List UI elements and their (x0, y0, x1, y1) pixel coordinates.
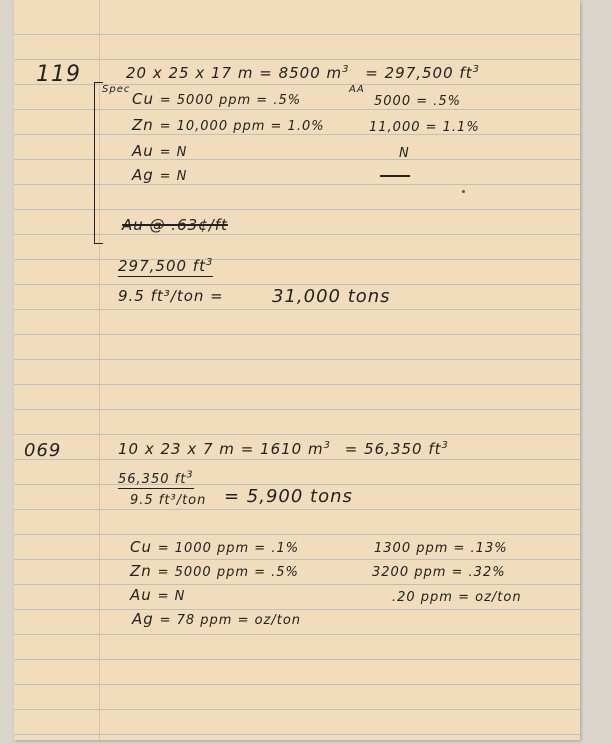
calc-numerator-069: 56,350 $ft^3$ (118, 470, 194, 488)
notebook-page (14, 0, 580, 740)
ag-aa-dash (380, 175, 410, 177)
calc-result-069: = 5,900 tons (224, 486, 353, 507)
cu-aa-069: 1300 ppm = .13% (374, 541, 508, 556)
zn-row-069: Zn = 5000 ppm = .5% (130, 562, 299, 580)
cu-aa-119: 5000 = .5% (374, 94, 461, 109)
cu-row-069: Cu = 1000 ppm = .1% (130, 538, 300, 556)
ag-row-119: Ag = N (132, 166, 188, 184)
au-row-119: Au = N (132, 142, 188, 160)
au-aa-069: .20 ppm = oz/ton (392, 590, 522, 605)
au-row-069: Au = N (130, 586, 186, 604)
calc-result-119: 31,000 tons (272, 286, 391, 307)
zn-aa-119: 11,000 = 1.1% (369, 120, 480, 135)
calc-numerator-119: 297,500 $ft^3$ (118, 257, 214, 275)
zn-aa-069: 3200 ppm = .32% (372, 565, 506, 580)
ink-dot (462, 190, 465, 193)
sample-id-119: 119 (36, 62, 81, 87)
volume-equation-119: 20 x 25 x 17 m = 8500 $m^3 = 297,500$ $ft^3$ (126, 64, 480, 82)
au-aa-119: N (399, 146, 410, 161)
calc-denominator-119: 9.5 ft³/ton = (118, 287, 224, 305)
calc-denominator-069: 9.5 ft³/ton (130, 493, 207, 508)
ag-row-069: Ag = 78 ppm = oz/ton (132, 610, 302, 628)
spec-label: Spec (102, 84, 131, 95)
cu-row-119: Cu = 5000 ppm = .5% (132, 90, 302, 108)
zn-row-119: Zn = 10,000 ppm = 1.0% (132, 116, 325, 134)
sample-id-069: 069 (24, 440, 62, 461)
bracket (94, 82, 103, 244)
aa-label: AA (349, 84, 365, 95)
volume-equation-069: 10 x 23 x 7 m = 1610 $m^3 = 56,350$ $ft^3$ (118, 440, 449, 458)
crossed-out-note: Au @ .63¢/ft (122, 216, 228, 234)
